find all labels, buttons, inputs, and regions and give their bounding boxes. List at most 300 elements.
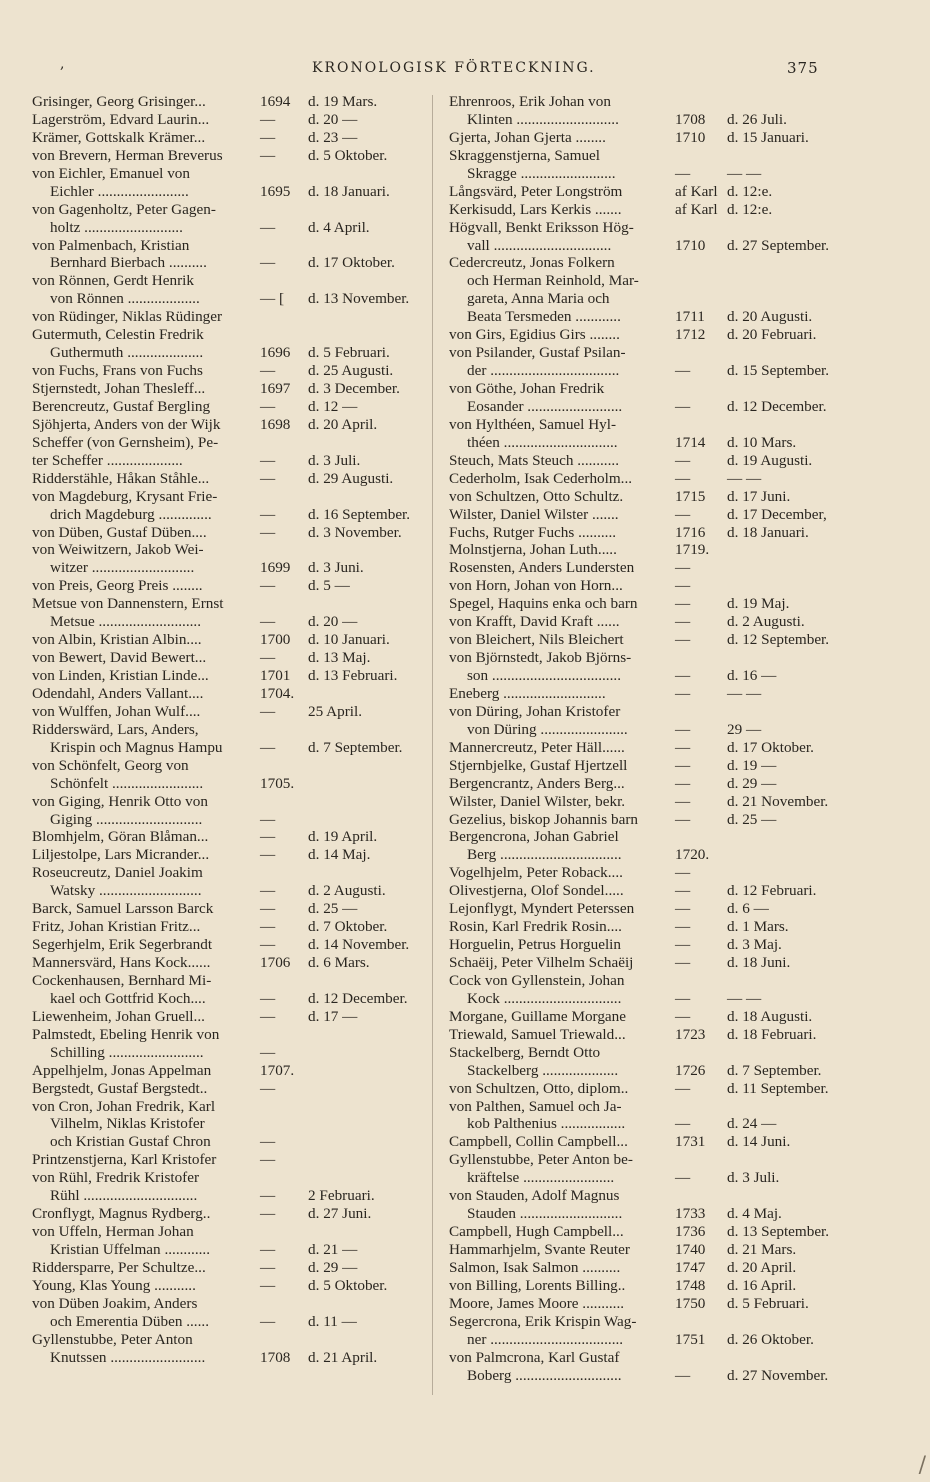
entry-line [449,506,844,524]
entry-name: Wilster, Daniel Wilster, bekr. [449,792,626,810]
entry-line [449,524,844,542]
entry-line [32,147,422,165]
entry-line [449,452,844,470]
entry-name: von Psilander, Gustaf Psilan- [449,344,626,362]
entry-date: d. 10 Januari. [308,631,390,649]
entry-date: d. 7 Oktober. [308,918,388,936]
entry-name: von Schultzen, Otto Schultz. [449,487,624,505]
entry-year: — [675,720,691,738]
entry-year: — [675,1366,691,1384]
entry-year: — [675,918,691,936]
entry-date: d. 17 Oktober. [308,254,395,272]
entry-name: von Giging, Henrik Otto von [32,792,208,810]
entry-year: 1706 [260,954,291,971]
entry-line [449,631,844,649]
entry-year: — [260,110,276,128]
entry-line [32,362,422,380]
corner-mark: / [918,1453,926,1478]
entry-year: — [675,936,691,954]
entry-line [32,972,422,990]
entry-name: von Horn, Johan von Horn... [449,577,623,595]
entry-name: Cock von Gyllenstein, Johan [449,971,625,989]
entry-date: d. 5 Februari. [308,344,390,362]
entry-line [449,1259,844,1277]
entry-date: d. 16 April. [727,1276,797,1294]
entry-year: — [260,1151,276,1169]
entry-name: von Rüdinger, Niklas Rüdinger [32,308,223,326]
entry-name: Ridderswärd, Lars, Anders, [32,720,199,738]
page-number: 375 [787,59,819,77]
entry-year: — [260,397,276,415]
entry-year: — [675,810,691,828]
entry-year: 1748 [675,1276,706,1294]
entry-line [449,775,844,793]
entry-name: Cederholm, Isak Cederholm... [449,469,633,487]
entry-date: d. 5 Oktober. [308,146,388,164]
entry-name: Campbell, Hugh Campbell... [449,1223,624,1241]
entry-date: d. 29 — [308,1258,358,1276]
entry-name: von Gagenholtz, Peter Gagen- [32,200,216,218]
entry-year: — [260,613,276,631]
entry-date: d. 11 — [308,1312,357,1330]
entry-name: Rühl .............................. [50,1187,198,1205]
entry-name: von Magdeburg, Krysant Frie- [32,487,218,505]
entry-name: Cedercreutz, Jonas Folkern [449,254,615,272]
entry-name: Krämer, Gottskalk Krämer... [32,128,206,146]
entry-date: d. 15 September. [727,362,830,380]
entry-name: von Schultzen, Otto, diplom.. [449,1079,629,1097]
entry-name: Cockenhausen, Bernhard Mi- [32,971,212,989]
entry-name: Horguelin, Petrus Horguelin [449,936,621,954]
entry-line [32,524,422,542]
entry-year: 1698 [260,415,291,433]
entry-name: Steuch, Mats Steuch ........... [449,451,619,469]
entry-year: — [260,989,276,1007]
entry-line [32,613,422,631]
entry-date: d. 4 April. [308,218,370,236]
entry-name: von Hylthéen, Samuel Hyl- [449,415,617,433]
entry-line [32,1080,422,1098]
entry-line [32,1026,422,1044]
entry-date: d. 18 Januari. [727,523,809,541]
entry-line [32,846,422,864]
entry-name: Stjernbjelke, Gustaf Hjertzell [449,756,628,774]
entry-line [32,1187,422,1205]
entry-name: Sjöhjerta, Anders von der Wijk [32,415,221,433]
entry-year: 1720. [675,846,710,864]
entry-date: d. 12 — [308,397,358,415]
entry-year: — [675,954,691,971]
entry-line [32,900,422,918]
entry-year: — [675,667,691,684]
entry-line [32,1277,422,1295]
entry-year: — [675,989,691,1007]
entry-name: Stackelberg, Berndt Otto [449,1043,601,1061]
entry-date: 25 April. [308,702,363,720]
entry-name: Skraggenstjerna, Samuel [449,146,600,164]
entry-year: — [260,918,276,936]
entry-date: d. 13 November. [308,290,410,308]
entry-year: — [260,1133,276,1151]
entry-date: d. 4 Maj. [727,1205,782,1223]
entry-date: d. 18 Augusti. [727,1007,813,1025]
entry-line [32,201,422,219]
entry-line [449,864,844,882]
entry-year: — [675,595,691,613]
entry-line [32,990,422,1008]
entry-line [449,416,844,434]
entry-line [449,900,844,918]
entry-year: 1705. [260,774,295,792]
entry-date: d. 19 Augusti. [727,451,813,469]
entry-year: — [675,631,691,649]
entry-name: von Rönnen, Gerdt Henrik [32,272,194,290]
entry-date: d. 20 April. [308,415,378,433]
entry-line [449,1331,844,1349]
entry-date: d. 13 Februari. [308,667,398,684]
entry-year: 1699 [260,559,291,577]
entry-date: 29 — [727,720,762,738]
entry-line [449,380,844,398]
entry-date: — — [727,684,762,702]
entry-date: d. 13 September. [727,1223,830,1241]
entry-line [32,775,422,793]
entry-year: — [675,900,691,918]
entry-year: — [675,864,691,882]
entry-date: d. 14 November. [308,936,410,954]
entry-year: — [675,738,691,756]
entry-date: d. 19 Maj. [727,595,790,613]
entry-year: 1697 [260,380,291,397]
entry-year: — [675,577,691,595]
entry-line [449,703,844,721]
entry-line [449,290,844,308]
entry-line [32,918,422,936]
entry-date: d. 3 December. [308,380,400,397]
entry-line [32,290,422,308]
entry-name: son .................................. [467,667,621,684]
entry-name: Appelhjelm, Jonas Appelman [32,1061,212,1079]
entry-name: Eneberg ........................... [449,684,606,702]
entry-name: von Rönnen ................... [50,290,200,308]
entry-date: d. 19 — [727,756,777,774]
entry-date: d. 12:e. [727,182,773,200]
entry-name: Högvall, Benkt Eriksson Hög- [449,218,634,236]
right-column [449,93,844,1385]
entry-line [449,739,844,757]
entry-year: — [675,1169,691,1187]
entry-name: Schilling ......................... [50,1043,204,1061]
entry-year: — [675,1115,691,1133]
entry-line [449,1205,844,1223]
entry-year: — [ [260,290,285,308]
entry-line [449,1223,844,1241]
entry-line [32,864,422,882]
entry-line [32,954,422,972]
entry-date: d. 3 November. [308,523,402,541]
entry-year: — [260,1312,276,1330]
entry-date: d. 20 April. [727,1258,797,1276]
entry-name: Wilster, Daniel Wilster ....... [449,505,619,523]
entry-line [449,595,844,613]
entry-year: — [675,774,691,792]
entry-name: von Düring ....................... [467,720,628,738]
entry-name: Segercrona, Erik Krispin Wag- [449,1312,637,1330]
entry-year: 1696 [260,344,291,362]
entry-line [449,1349,844,1367]
entry-name: von Girs, Egidius Girs ........ [449,326,620,344]
entry-line [32,326,422,344]
entry-name: Krispin och Magnus Hampu [50,738,223,756]
entry-line [32,254,422,272]
entry-line [32,828,422,846]
entry-name: von Düben, Gustaf Düben.... [32,523,207,541]
entry-name: vall ............................... [467,236,612,254]
entry-name: Palmstedt, Ebeling Henrik von [32,1025,220,1043]
entry-year: — [260,505,276,523]
entry-name: Printzenstjerna, Karl Kristofer [32,1151,217,1169]
entry-date: d. 11 September. [727,1079,829,1097]
entry-year: 1750 [675,1294,706,1312]
entry-date: d. 25 — [308,900,358,918]
entry-date: d. 27 Juni. [308,1205,372,1223]
entry-name: Olivestjerna, Olof Sondel..... [449,882,624,900]
entry-date: d. 2 Augusti. [727,613,805,631]
entry-name: kob Palthenius ................. [467,1115,626,1133]
entry-date: d. 21 November. [727,792,829,810]
entry-name: Hammarhjelm, Svante Reuter [449,1241,630,1258]
entry-name: Rosensten, Anders Lundersten [449,559,635,577]
entry-date: d. 6 — [727,900,769,918]
entry-line [449,1115,844,1133]
entry-date: d. 27 November. [727,1366,829,1384]
entry-name: théen .............................. [467,433,618,451]
entry-date: d. 27 September. [727,236,830,254]
entry-name: Roseucreutz, Daniel Joakim [32,864,203,882]
entry-date: d. 20 — [308,110,358,128]
entry-name: Gjerta, Johan Gjerta ........ [449,128,606,146]
left-column [32,93,422,1367]
entry-line [449,649,844,667]
entry-name: witzer ........................... [50,559,195,577]
entry-year: — [675,1079,691,1097]
entry-name: holtz .......................... [50,218,183,236]
entry-date: d. 7 September. [727,1061,822,1079]
entry-date: d. 17 Oktober. [727,738,814,756]
entry-date: d. 5 Februari. [727,1294,809,1312]
entry-line [32,793,422,811]
entry-date: — — [727,469,762,487]
entry-date: d. 16 September. [308,505,411,523]
entry-line [32,577,422,595]
entry-line [32,667,422,685]
entry-name: Salmon, Isak Salmon .......... [449,1258,621,1276]
entry-year: — [675,613,691,631]
entry-line [32,1331,422,1349]
entry-year: — [260,702,276,720]
entry-name: von Linden, Kristian Linde... [32,667,209,684]
entry-line [32,470,422,488]
entry-name: Schönfelt ........................ [50,774,204,792]
entry-name: von Göthe, Johan Fredrik [449,380,605,397]
entry-line [32,219,422,237]
entry-name: Riddersparre, Per Schultze... [32,1258,206,1276]
entry-name: kräftelse ........................ [467,1169,615,1187]
entry-date: d. 12 Februari. [727,882,817,900]
entry-date: d. 2 Augusti. [308,882,386,900]
entry-year: 1733 [675,1205,706,1223]
entry-line [449,721,844,739]
entry-line [449,936,844,954]
entry-year: — [675,469,691,487]
entry-name: von Brevern, Herman Breverus [32,146,223,164]
entry-date: d. 26 Oktober. [727,1330,814,1348]
entry-year: — [675,451,691,469]
entry-line [449,344,844,362]
entry-year: — [260,254,276,272]
entry-line [449,183,844,201]
entry-year: 1701 [260,667,291,684]
entry-year: — [675,882,691,900]
entry-line [449,219,844,237]
entry-line [32,757,422,775]
entry-line [32,1008,422,1026]
entry-year: — [260,1258,276,1276]
entry-line [32,308,422,326]
entry-line [32,380,422,398]
entry-year: — [260,1007,276,1025]
entry-date: d. 5 Oktober. [308,1276,388,1294]
entry-date: d. 24 — [727,1115,777,1133]
entry-line [32,1098,422,1116]
entry-name: Bernhard Bierbach .......... [50,254,207,272]
entry-year: 1719. [675,541,710,559]
entry-date: d. 18 Februari. [727,1025,817,1043]
entry-name: von Wulffen, Johan Wulf.... [32,702,201,720]
entry-name: von Palmcrona, Karl Gustaf [449,1348,620,1366]
entry-year: 1694 [260,93,291,110]
entry-name: Fritz, Johan Kristian Fritz... [32,918,201,936]
entry-name: Eichler ........................ [50,182,189,200]
entry-name: Stauden ........................... [467,1205,623,1223]
entry-date: d. 20 — [308,613,358,631]
entry-date: d. 12:e. [727,200,773,218]
column-divider [432,95,433,1395]
entry-date: d. 5 — [308,577,350,595]
entry-name: Rosin, Karl Fredrik Rosin.... [449,918,622,936]
entry-date: d. 17 December, [727,505,827,523]
entry-name: Långsvärd, Peter Longström [449,182,623,200]
entry-line [449,308,844,326]
entry-year: — [260,936,276,954]
entry-name: Skragge ......................... [467,164,616,182]
entry-line [449,954,844,972]
entry-name: Klinten ........................... [467,110,619,128]
entry-name: von Bewert, David Bewert... [32,649,207,667]
entry-line [32,452,422,470]
entry-line [449,1295,844,1313]
entry-date: d. 20 Februari. [727,326,817,344]
entry-name: Stjernstedt, Johan Thesleff... [32,380,206,397]
entry-year: — [260,577,276,595]
entry-name: Beata Tersmeden ............ [467,308,621,326]
entry-date: d. 12 December. [308,989,408,1007]
entry-date: — — [727,164,762,182]
entry-line [449,1277,844,1295]
entry-line [449,1151,844,1169]
entry-line [449,1133,844,1151]
entry-line [449,613,844,631]
entry-date: d. 29 Augusti. [308,469,394,487]
entry-name: Metsue ........................... [50,613,202,631]
entry-line [32,1169,422,1187]
entry-name: Gyllenstubbe, Peter Anton [32,1330,193,1348]
entry-date: d. 3 Juni. [308,559,364,577]
entry-year: — [675,164,691,182]
entry-name: Grisinger, Georg Grisinger... [32,93,206,110]
entry-year: 1714 [675,433,706,451]
entry-date: d. 29 — [727,774,777,792]
entry-date: d. 23 — [308,128,358,146]
entry-year: — [260,362,276,380]
entry-name: Moore, James Moore ........... [449,1294,625,1312]
entry-year: — [260,523,276,541]
entry-name: Stackelberg .................... [467,1061,619,1079]
entry-name: Gezelius, biskop Johannis barn [449,810,638,828]
entry-line [32,111,422,129]
entry-year: — [260,1205,276,1223]
entry-year: — [260,810,276,828]
entry-year: 1736 [675,1223,706,1241]
entry-year: 1726 [675,1061,706,1079]
entry-year: — [675,559,691,577]
entry-name: Liewenheim, Johan Gruell... [32,1007,205,1025]
entry-year: 1731 [675,1133,706,1151]
entry-line [32,882,422,900]
entry-year: 1751 [675,1330,706,1348]
entry-line [32,721,422,739]
entry-line [449,398,844,416]
entry-line [449,846,844,864]
entry-line [32,93,422,111]
entry-name: Ridderstähle, Håkan Ståhle... [32,469,210,487]
entry-line [449,828,844,846]
entry-line [449,559,844,577]
entry-line [449,1008,844,1026]
entry-name: Segerhjelm, Erik Segerbrandt [32,936,213,954]
entry-date: d. 12 September. [727,631,830,649]
entry-year: — [260,451,276,469]
entry-name: von Bleichert, Nils Bleichert [449,631,624,649]
entry-line [449,201,844,219]
entry-name: Morgane, Guillame Morgane [449,1007,627,1025]
entry-name: Schaëij, Peter Vilhelm Schaëij [449,954,634,971]
entry-year: — [675,1007,691,1025]
entry-year: — [260,146,276,164]
entry-line [32,595,422,613]
entry-name: von Rühl, Fredrik Kristofer [32,1169,200,1187]
header-mark: , [60,56,67,72]
entry-name: Watsky ........................... [50,882,202,900]
entry-date: d. 19 Mars. [308,93,378,110]
entry-date: d. 25 — [727,810,777,828]
entry-date: d. 21 — [308,1241,358,1258]
running-title: KRONOLOGISK FÖRTECKNING. [312,60,596,76]
entry-line [449,488,844,506]
entry-name: Scheffer (von Gernsheim), Pe- [32,433,219,451]
entry-line [32,1133,422,1151]
entry-year: — [260,828,276,846]
